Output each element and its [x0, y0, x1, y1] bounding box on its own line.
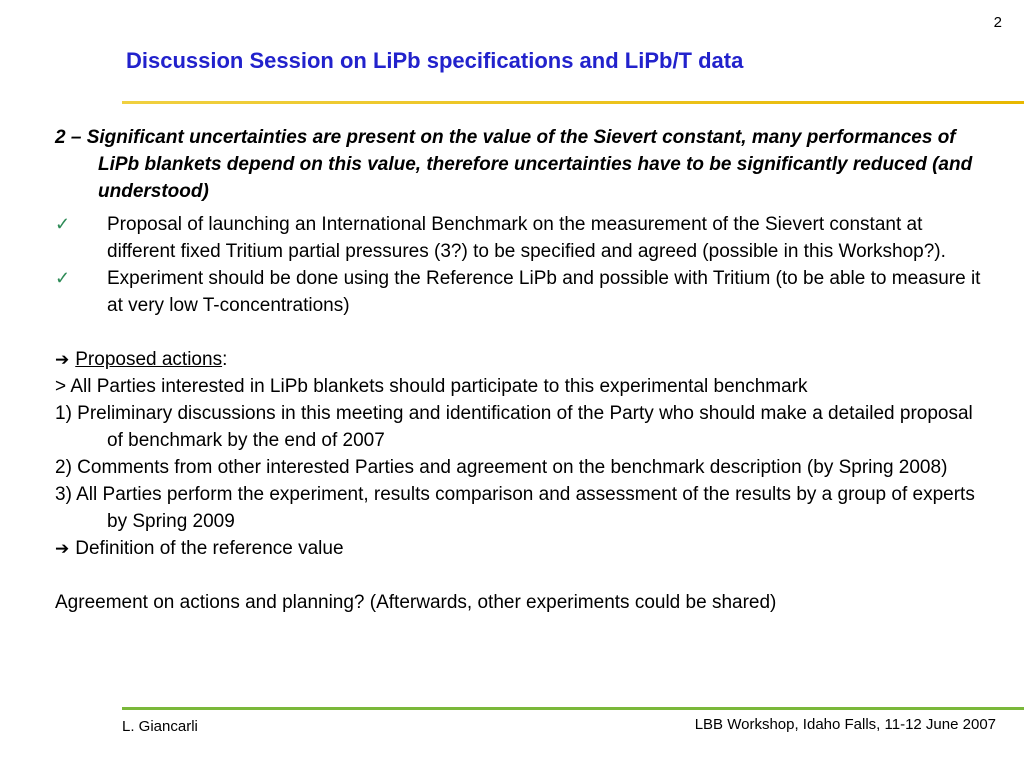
footer-divider — [122, 707, 1024, 710]
action-item: 1) Preliminary discussions in this meeting and identification of the Party who should make a detailed proposal of benchmark by the end of 2007 — [55, 403, 973, 451]
actions-heading-line — [55, 346, 985, 373]
page-number: 2 — [993, 14, 1002, 31]
bullet-text: Experiment should be done using the Reference LiPb and possible with Tritium (to be able to measure it at very low T-concentrations) — [107, 268, 981, 316]
lead-statement: 2 – Significant uncertainties are present on the value of the Sievert constant, many performances of LiPb blankets depend on this value, therefore uncertainties have to be significantly reduced (and understood) — [55, 127, 973, 202]
conclusion-line — [55, 535, 985, 562]
bullet-item — [55, 265, 985, 319]
slide-title: Discussion Session on LiPb specifications and LiPb/T data — [126, 48, 744, 73]
action-item: 2) Comments from other interested Parties and agreement on the benchmark description (by Spring 2008) — [55, 457, 948, 478]
check-mark-icon: ✓ — [55, 268, 71, 288]
actions-heading: Proposed actions — [75, 349, 223, 370]
action-item: 3) All Parties perform the experiment, results comparison and assessment of the results by a group of experts by Spring 2009 — [55, 484, 975, 532]
actions-heading-suffix: : — [222, 349, 228, 370]
check-mark-icon: ✓ — [55, 214, 71, 234]
slide-body — [55, 124, 985, 616]
conclusion-text: Definition of the reference value — [75, 538, 344, 559]
title-divider — [122, 101, 1024, 104]
spacer — [55, 319, 985, 346]
closing-statement: Agreement on actions and planning? (Afterwards, other experiments could be shared) — [55, 592, 777, 613]
bullet-text: Proposal of launching an International Benchmark on the measurement of the Sievert constant at different fixed Tritium partial pressures (3?) to be specified and agreed (possible in this Workshop?). — [107, 214, 946, 262]
footer-author: L. Giancarli — [122, 718, 198, 735]
footer-event: LBB Workshop, Idaho Falls, 11-12 June 2007 — [694, 716, 996, 733]
action-item: > All Parties interested in LiPb blankets should participate to this experimental benchmark — [55, 376, 808, 397]
bullet-item — [55, 211, 985, 265]
right-arrow-icon: ➔ — [55, 350, 70, 369]
spacer — [55, 562, 985, 589]
right-arrow-icon: ➔ — [55, 539, 70, 558]
